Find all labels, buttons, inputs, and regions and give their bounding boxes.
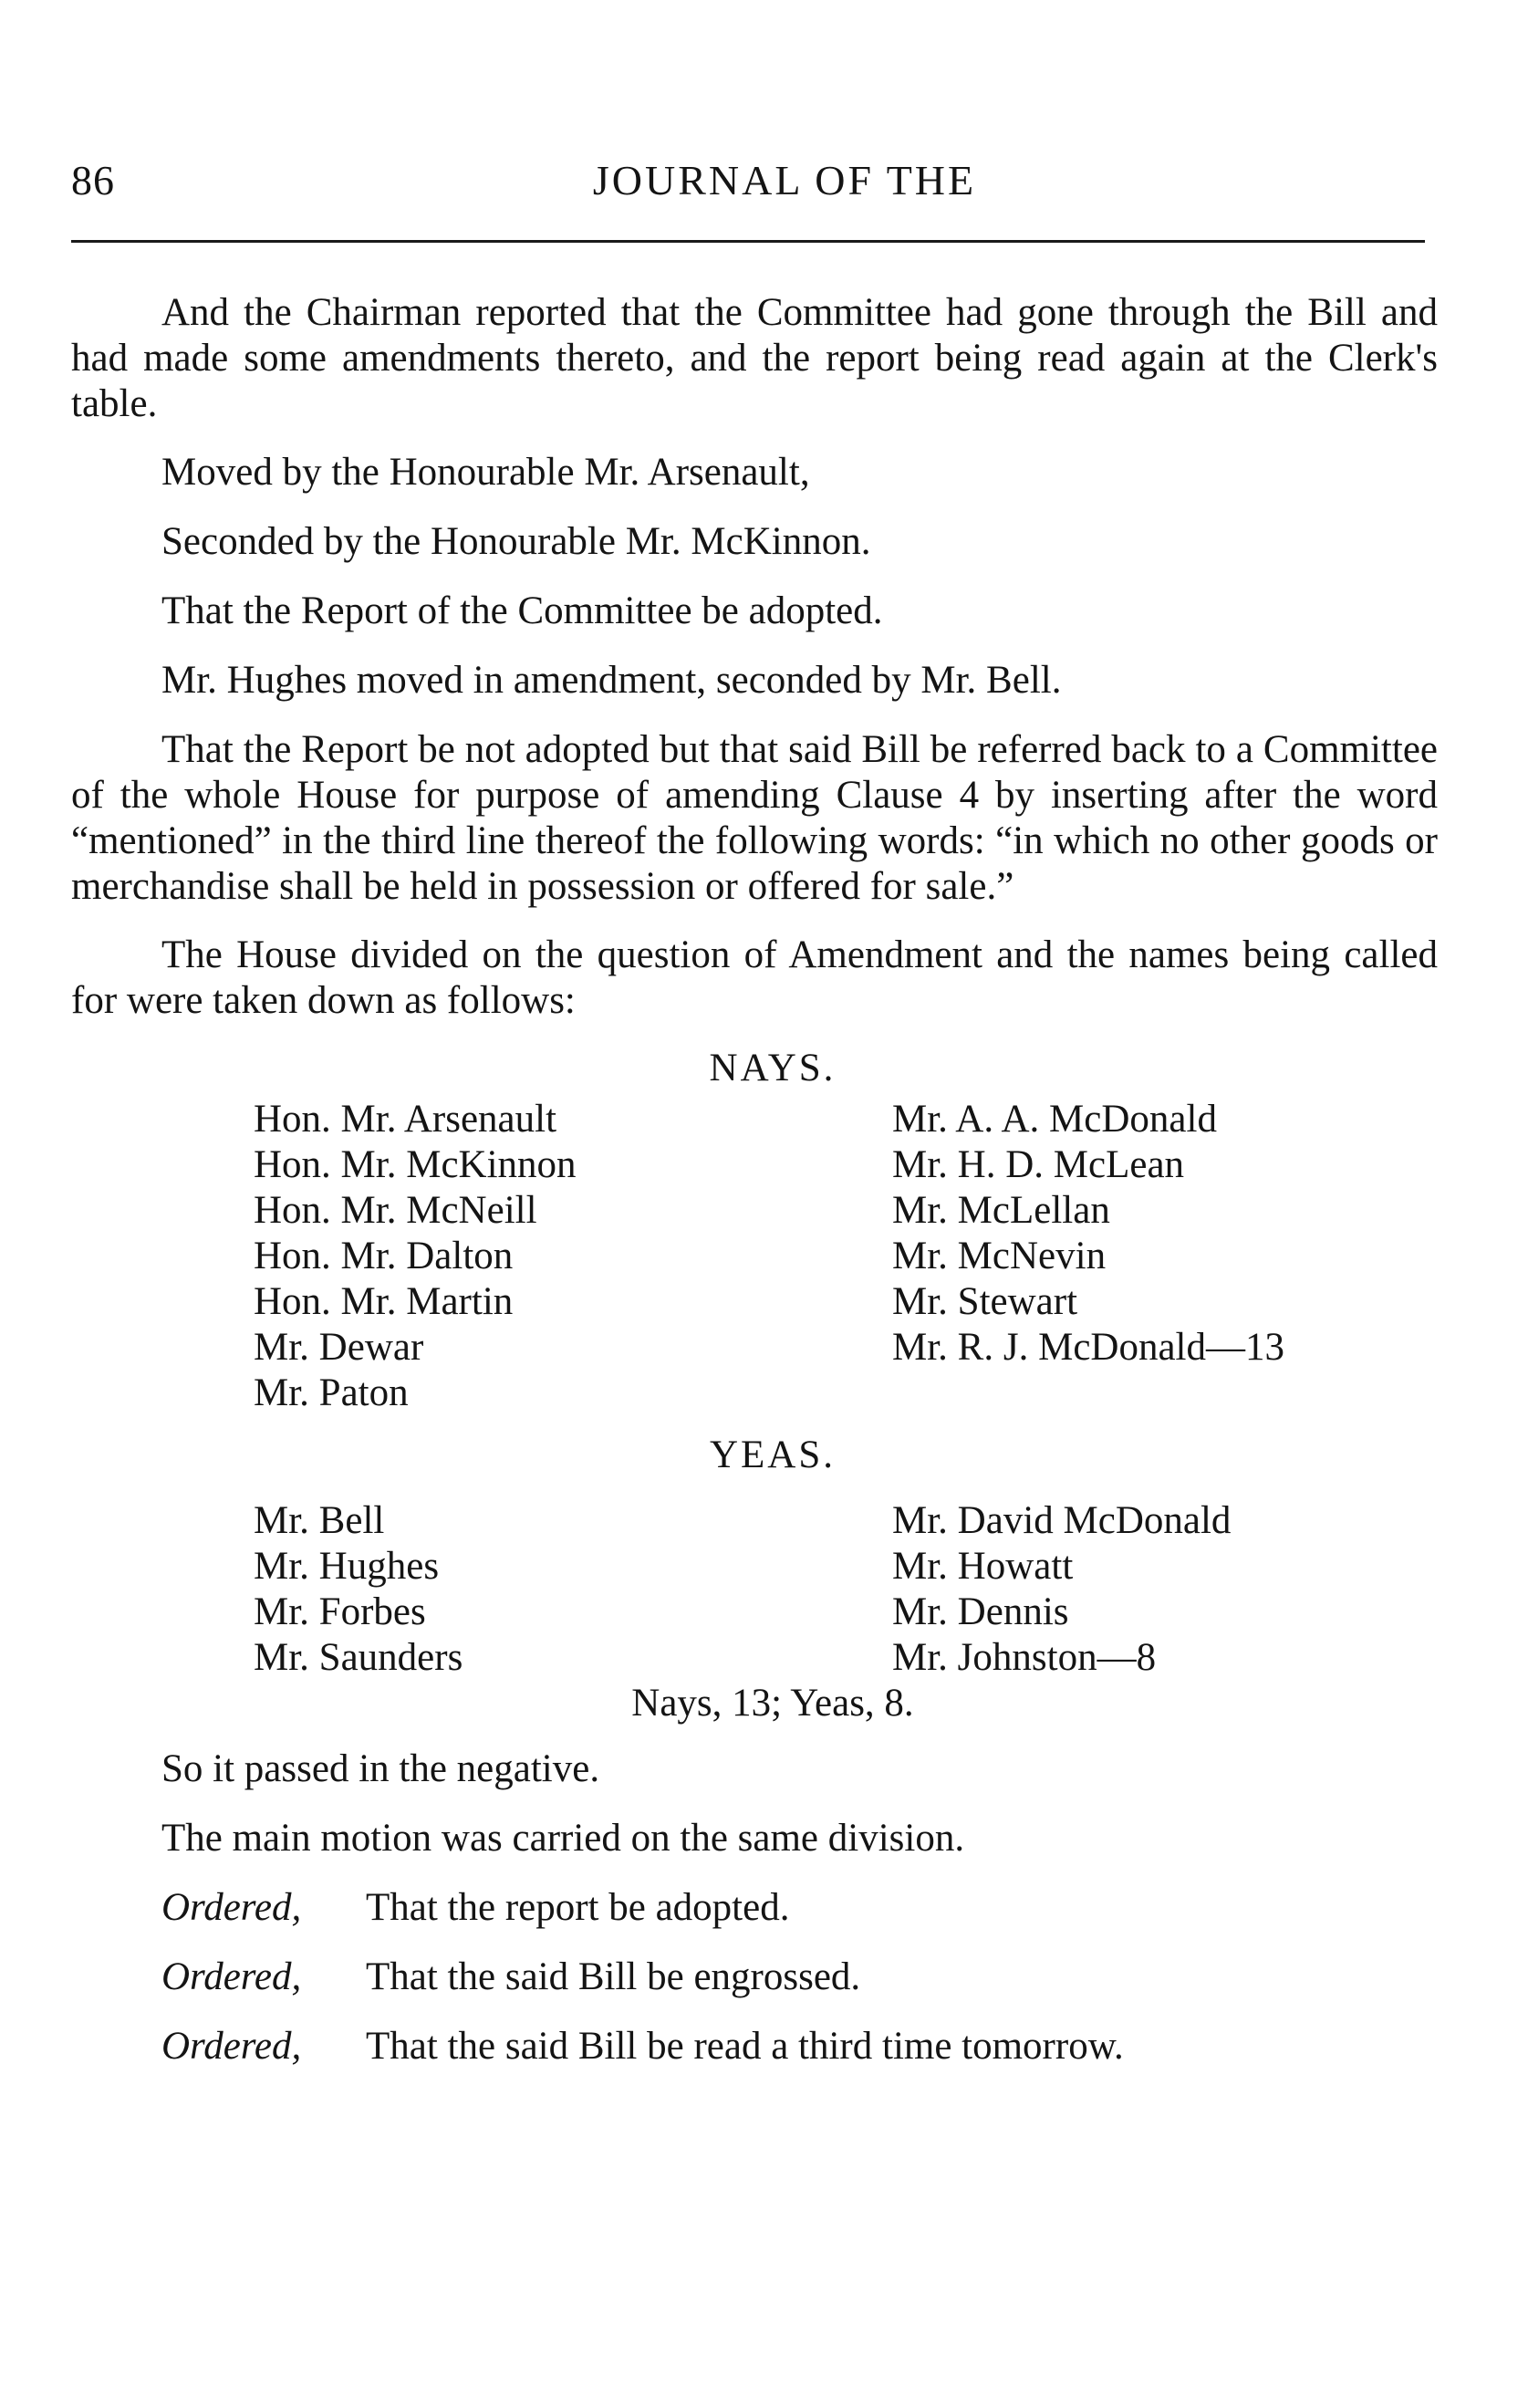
- amendment-text: That the Report be not adopted but that said Bill be referred back to a Committee of the whole House for purpose of amending Clause 4 by inserting after the word “mentioned” in the third line thereof the following words: “in which no other goods or merchandise shall be held in possession or offered for sale.”: [71, 728, 1438, 908]
- order-label: Ordered,: [161, 1886, 302, 1929]
- nay-member: Hon. Mr. Arsenault: [254, 1098, 557, 1141]
- nay-member: Mr. A. A. McDonald: [892, 1098, 1217, 1141]
- nays-heading: NAYS.: [709, 1047, 837, 1089]
- yea-member: Mr. Saunders: [254, 1636, 463, 1679]
- yeas-left-column: [254, 1498, 892, 1681]
- yeas-heading: YEAS.: [709, 1433, 837, 1476]
- division-intro: The House divided on the question of Amendment and the names being called for were taken down as follows:: [71, 933, 1438, 1022]
- nay-member: Mr. H. D. McLean: [892, 1143, 1185, 1186]
- running-title: JOURNAL OF THE: [592, 157, 977, 203]
- nay-member: Mr. Dewar: [254, 1326, 424, 1369]
- nay-member: Hon. Mr. Martin: [254, 1280, 514, 1323]
- yea-member: Mr. Hughes: [254, 1545, 440, 1588]
- yeas-right-column: [892, 1498, 1403, 1681]
- yea-member: Mr. Dennis: [892, 1590, 1069, 1633]
- nays-list: [71, 1097, 1438, 1416]
- yeas-list: [71, 1498, 1438, 1681]
- nay-member: Mr. Paton: [254, 1371, 409, 1414]
- yea-member: Mr. Johnston—8: [892, 1636, 1157, 1679]
- nay-member: Mr. R. J. McDonald—13: [892, 1326, 1284, 1369]
- nay-member: Hon. Mr. Dalton: [254, 1235, 514, 1277]
- motion-mover: Moved by the Honourable Mr. Arsenault,: [161, 451, 810, 494]
- page-header: [71, 153, 1425, 208]
- nays-right-column: [892, 1097, 1403, 1416]
- motion-text: That the Report of the Committee be adopted.: [161, 589, 883, 632]
- order-entry: [71, 1885, 1438, 1931]
- order-label: Ordered,: [161, 1955, 302, 1998]
- vote-tally: Nays, 13; Yeas, 8.: [631, 1682, 914, 1725]
- order-text: That the said Bill be engrossed.: [366, 1955, 861, 1998]
- yea-member: Mr. David McDonald: [892, 1499, 1232, 1542]
- amendment-mover: Mr. Hughes moved in amendment, seconded by Mr. Bell.: [161, 659, 1062, 702]
- order-text: That the said Bill be read a third time tomorrow.: [366, 2025, 1124, 2068]
- order-label: Ordered,: [161, 2025, 302, 2068]
- nay-member: Hon. Mr. McKinnon: [254, 1143, 577, 1186]
- nays-left-column: [254, 1097, 892, 1416]
- yea-member: Mr. Howatt: [892, 1545, 1074, 1588]
- nay-member: Mr. McNevin: [892, 1235, 1107, 1277]
- nay-member: Mr. McLellan: [892, 1189, 1110, 1232]
- order-entry: [71, 1955, 1438, 2000]
- header-rule: [71, 240, 1425, 243]
- main-motion-statement: The main motion was carried on the same division.: [161, 1817, 965, 1860]
- committee-report-paragraph: And the Chairman reported that the Committee had gone through the Bill and had made some amendments thereto, and the report being read again at the Clerk's table.: [71, 291, 1438, 425]
- page-number: 86: [71, 157, 115, 203]
- journal-body: [71, 290, 1438, 2093]
- motion-seconder: Seconded by the Honourable Mr. McKinnon.: [161, 520, 871, 563]
- result-statement: So it passed in the negative.: [161, 1747, 600, 1790]
- order-entry: [71, 2024, 1438, 2069]
- order-text: That the report be adopted.: [366, 1886, 790, 1929]
- yea-member: Mr. Bell: [254, 1499, 385, 1542]
- nay-member: Hon. Mr. McNeill: [254, 1189, 537, 1232]
- yea-member: Mr. Forbes: [254, 1590, 426, 1633]
- nay-member: Mr. Stewart: [892, 1280, 1078, 1323]
